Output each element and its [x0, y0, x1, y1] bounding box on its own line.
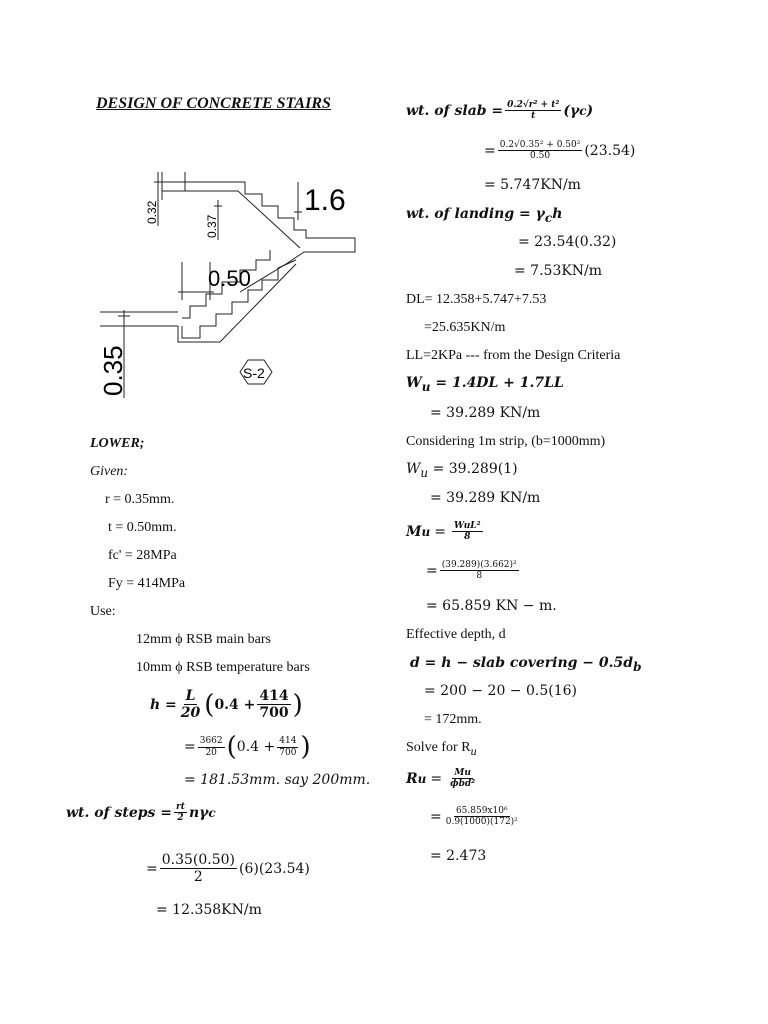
steps-result: = 12.358KN/m [156, 902, 262, 918]
h-formula: h = $\frac{L}{20}$ ( 0.4 + $\frac{414}{700}$ ) [150, 688, 303, 722]
given-fy: Fy = 414MPa [108, 576, 186, 591]
tag-label: S-2 [243, 365, 265, 381]
wu1-result: = 39.289 KN/m [430, 490, 541, 506]
ru-result: = 2.473 [430, 848, 487, 864]
landing-formula: wt. of landing = $\gamma_ch$ [406, 206, 563, 225]
dim-0.37: 0.37 [205, 214, 219, 238]
d-result: = 172mm. [424, 712, 482, 727]
wu-formula: $W_u = 1.4DL + 1.7LL$ [406, 375, 564, 394]
h-result: = 181.53mm. say 200mm. [184, 772, 371, 788]
wu1-formula: $W_u = 39.289(1)$ [406, 461, 518, 480]
dim-0.32: 0.32 [145, 200, 159, 224]
steps-substitution: = $\frac{0.35(0.50)}{2}$ (6)(23.54) [146, 852, 310, 886]
dim-1.6: 1.6 [304, 184, 346, 217]
mu-formula: M u = $\frac{\text{WuL²}}{8}$ [406, 521, 481, 543]
dead-load-total: =25.635KN/m [424, 320, 506, 335]
dim-0.50: 0.50 [208, 266, 251, 291]
ru-formula: R u = $\frac{Mu}{\text{ϕbd²}}$ [406, 768, 476, 790]
landing-result: = 7.53KN/m [514, 263, 603, 279]
given-fc: fc' = 28MPa [108, 548, 177, 563]
given-t: t = 0.50mm. [108, 520, 177, 535]
d-substitution: = 200 − 20 − 0.5(16) [424, 683, 577, 699]
page-title: DESIGN OF CONCRETE STAIRS [96, 95, 331, 112]
dim-0.35: 0.35 [98, 345, 128, 396]
steps-formula: wt. of steps = $\frac{rt}{2}$ nγ c [66, 802, 216, 824]
eff-depth-label: Effective depth, d [406, 627, 506, 642]
given-label: Given: [90, 464, 129, 479]
solve-ru-label: Solve for $R_u$ [406, 740, 477, 758]
temp-bars: 10mm ϕ RSB temperature bars [136, 660, 310, 675]
main-bars: 12mm ϕ RSB main bars [136, 632, 271, 647]
mu-substitution: = $\frac{\text{(39.289)(3.662)²}}{8}$ [426, 560, 517, 582]
strip-note: Considering 1m strip, (b=1000mm) [406, 434, 606, 449]
dead-load: DL= 12.358+5.747+7.53 [406, 292, 547, 307]
landing-substitution: = 23.54(0.32) [518, 234, 617, 250]
slab-result: = 5.747KN/m [484, 177, 581, 193]
slab-formula: wt. of slab = $\frac{\text{0.2√r² + t²}}{t}$ (γ c ) [406, 100, 594, 122]
slab-substitution: = $\frac{\text{0.2√0.35² + 0.50²}}{0.50}$ (23.54) [484, 140, 636, 162]
given-r: r = 0.35mm. [105, 492, 175, 507]
wu-result: = 39.289 KN/m [430, 405, 541, 421]
h-substitution: = $\frac{3662}{20}$ ( 0.4 + $\frac{414}{700}$ ) [184, 732, 311, 762]
live-load: LL=2KPa --- from the Design Criteria [406, 348, 621, 363]
ru-substitution: = $\frac{\text{65.859x10⁶}}{\text{0.9(1000)(172)²}}$ [430, 806, 518, 828]
mu-result: = 65.859 KN − m. [426, 598, 557, 614]
d-formula: d = h − slab covering − $0.5d_b$ [410, 655, 642, 674]
stair-section-drawing [90, 160, 390, 410]
use-label: Use: [90, 604, 116, 619]
lower-heading: LOWER; [90, 436, 145, 451]
